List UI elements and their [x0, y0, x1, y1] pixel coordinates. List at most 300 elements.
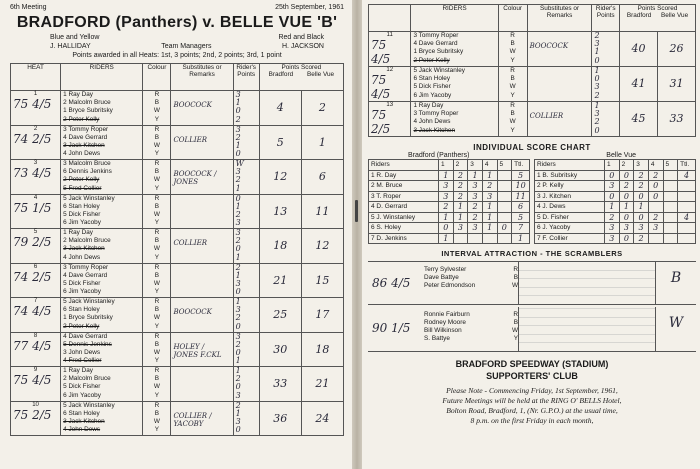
chart-col: 2: [619, 160, 634, 171]
rider-colour: Y: [154, 184, 160, 192]
rider-colour: Y: [154, 288, 160, 296]
rider-colour: W: [153, 383, 160, 391]
chart-score: [482, 233, 497, 244]
bellevue-score-cell: [301, 125, 343, 160]
rider-colour: B: [154, 340, 160, 348]
heat-time: 79 2/5: [13, 235, 52, 249]
bradford-score-cell: [620, 102, 658, 137]
rider-name: 1 Ray Day: [63, 367, 93, 374]
chart-score: 0: [619, 170, 634, 181]
remark: [530, 67, 590, 77]
bradford-score: 41: [631, 77, 646, 90]
table-header-right: [369, 5, 696, 32]
bellevue-score-cell: [301, 401, 343, 436]
chart-riders-label: Riders: [369, 160, 439, 171]
bellevue-score-cell: [301, 160, 343, 195]
team-colours: [10, 34, 344, 41]
chart-score: [468, 233, 483, 244]
bradford-score-cell: [259, 125, 301, 160]
rider-colour: B: [510, 110, 515, 118]
heat-row: [369, 67, 696, 102]
heat-row: [11, 332, 344, 367]
chart-total: [678, 191, 696, 202]
heat-row: [11, 125, 344, 160]
rider-points-cell: [233, 263, 259, 298]
rider-points-cell: [233, 401, 259, 436]
scramble-rider: Terry Sylvester R: [424, 266, 518, 273]
heat-row: [369, 102, 696, 137]
riders-cell: [61, 263, 143, 298]
away-team-name: Belle Vue: [606, 152, 636, 159]
chart-total: 6: [512, 202, 530, 213]
chart-total: 1: [512, 233, 530, 244]
home-colours: Blue and Yellow: [50, 34, 100, 41]
heat-time: 75 4/5: [371, 73, 391, 101]
heat-time: 74 2/5: [13, 269, 52, 284]
chart-col: Ttl.: [678, 160, 696, 171]
chart-score: [663, 191, 678, 202]
chart-rider: 7 F. Collier: [535, 233, 605, 244]
chart-total: [678, 233, 696, 244]
chart-score: 1: [453, 202, 468, 213]
heat-number: 9: [33, 367, 38, 373]
rider-points: 2 3 1 0: [594, 31, 600, 65]
rider-colour: W: [509, 48, 516, 56]
rider-colour: R: [154, 367, 160, 374]
heats-table-right: [368, 4, 696, 137]
heat-cell: [369, 32, 411, 67]
rider-points-cell: [233, 91, 259, 126]
chart-score: 3: [619, 223, 634, 234]
scramble-winner: B: [670, 270, 682, 286]
score-chart-teams: [368, 152, 696, 159]
heat-row: [11, 160, 344, 195]
heat-row: [11, 263, 344, 298]
managers-label: Team Managers: [161, 43, 212, 50]
chart-score: 0: [605, 191, 620, 202]
rider-points-cell: [592, 32, 620, 67]
chart-total: 5: [512, 212, 530, 223]
col-colour-r: Colour: [498, 5, 527, 32]
chart-score: 0: [619, 191, 634, 202]
remark: COLLIER: [173, 239, 207, 247]
chart-rider: 2 M. Bruce: [369, 181, 439, 192]
chart-score: 1: [482, 170, 497, 181]
chart-total: 7: [512, 223, 530, 234]
scramble-time: 90 1/5: [372, 321, 411, 335]
colour-cell: [498, 67, 527, 102]
chart-row: [369, 181, 530, 192]
col-riders-r: RIDERS: [411, 5, 498, 32]
rider-name: 4 John Dews: [63, 426, 101, 434]
rider-colour: R: [154, 263, 160, 271]
chart-rider: 6 J. Yacoby: [535, 223, 605, 234]
rider-points-cell: [592, 67, 620, 102]
col-rider-points-r: Rider's Points: [592, 5, 620, 32]
chart-score: [648, 233, 663, 244]
chart-score: 3: [634, 223, 649, 234]
rider-colour: B: [154, 409, 160, 417]
remarks-cell: [171, 367, 233, 402]
rider-colour: W: [153, 210, 160, 218]
bellevue-score-cell: [658, 67, 696, 102]
chart-score: [453, 233, 468, 244]
heat-number: 13: [386, 102, 394, 108]
chart-score: [663, 223, 678, 234]
meeting-date: 25th September, 1961: [275, 4, 344, 11]
rider-name: 5 Dick Fisher: [413, 83, 451, 91]
col-heat: HEAT: [11, 64, 61, 91]
chart-score: [663, 202, 678, 213]
riders-cell: [61, 367, 143, 402]
heat-time: 75 4/5: [371, 38, 391, 66]
bellevue-score-cell: [301, 332, 343, 367]
col-points-scored-r: Points Scored Bradford Belle Vue: [620, 5, 696, 32]
colour-cell: [498, 32, 527, 67]
scramble-remarks: [519, 262, 656, 304]
scramble-remarks: [519, 307, 656, 351]
chart-score: 1: [468, 170, 483, 181]
rider-colour: Y: [154, 357, 160, 365]
rider-points: 1 3 2 0: [235, 297, 241, 331]
bellevue-score-cell: [301, 263, 343, 298]
rider-points-cell: [592, 102, 620, 137]
chart-score: 2: [648, 212, 663, 223]
rider-name: 6 Jim Yacoby: [63, 219, 101, 227]
chart-score: 3: [439, 181, 454, 192]
notice-line: Bolton Road, Bradford, 1, (Nr. G.P.O.) at the usual time,: [446, 406, 618, 415]
col-colour: Colour: [143, 64, 171, 91]
rider-name: 6 Stan Holey: [63, 202, 100, 210]
chart-row: [535, 223, 696, 234]
away-manager: H. JACKSON: [281, 43, 324, 50]
heat-number: 12: [386, 67, 394, 73]
rider-name: 6 Jim Yacoby: [63, 391, 101, 399]
col-heat-r: [369, 5, 411, 32]
rider-colour: W: [153, 279, 160, 287]
chart-score: 2: [619, 181, 634, 192]
bradford-score-cell: [259, 160, 301, 195]
chart-riders-label: Riders: [535, 160, 605, 171]
chart-score: 2: [634, 170, 649, 181]
chart-score: 0: [634, 191, 649, 202]
score-chart-title: INDIVIDUAL SCORE CHART: [473, 143, 591, 152]
colour-cell: [498, 102, 527, 137]
rider-name: 5 Jack Winstanley: [63, 401, 115, 409]
rider-name: 1 Bryce Subritsky: [63, 107, 113, 115]
rider-name: 6 Jim Yacoby: [413, 91, 452, 99]
chart-score: 0: [497, 223, 512, 234]
riders-cell: [61, 91, 143, 126]
rider-colour: B: [154, 99, 160, 107]
rider-name: 4 Dave Gerrard: [63, 133, 108, 141]
rider-colour: B: [510, 40, 515, 48]
riders-cell: [61, 160, 143, 195]
heat-time: 75 2/5: [371, 108, 391, 136]
chart-header: [535, 160, 696, 171]
rider-colour: W: [153, 107, 160, 115]
bradford-score-cell: [259, 91, 301, 126]
remarks-cell: [527, 67, 592, 102]
chart-col: 5: [663, 160, 678, 171]
chart-score: 2: [453, 191, 468, 202]
rider-name: 3 Jack Kitchen: [413, 126, 456, 134]
remarks-cell: [171, 160, 233, 195]
chart-score: 3: [482, 191, 497, 202]
rider-name: 4 John Dews: [63, 253, 101, 261]
bellevue-score: 2: [318, 101, 326, 114]
club-line-2: SUPPORTERS' CLUB: [486, 371, 578, 381]
heats-table-left: [10, 63, 344, 436]
chart-total: 11: [512, 191, 530, 202]
notice-line: Future Meetings will be held at the RING O' BELLS Hotel,: [442, 396, 622, 405]
notice-line: Please Note - Commencing Friday, 1st September, 1961,: [446, 386, 618, 395]
chart-rider: 7 D. Jenkins: [369, 233, 439, 244]
bellevue-score: 21: [315, 377, 330, 390]
rider-colour: B: [154, 168, 160, 176]
rider-points-cell: [233, 367, 259, 402]
chart-total: [678, 181, 696, 192]
staple: [355, 200, 358, 222]
chart-score: 2: [648, 170, 663, 181]
rider-points: 1 2 0 3: [235, 366, 241, 400]
chart-total: [678, 223, 696, 234]
bradford-score: 5: [276, 135, 284, 149]
chart-score: 2: [453, 170, 468, 181]
rider-colour: B: [154, 375, 160, 383]
bradford-score: 21: [273, 273, 288, 287]
rider-name: 2 Peter Kelly: [63, 322, 100, 330]
chart-score: 2: [634, 233, 649, 244]
chart-rider: 1 R. Day: [369, 170, 439, 181]
rider-points: 1 0 3 2: [594, 66, 600, 100]
chart-col: 5: [497, 160, 512, 171]
col-subs-r: Substitutes or Remarks: [527, 5, 592, 32]
chart-score: [497, 170, 512, 181]
bradford-score: 25: [273, 308, 288, 321]
remarks-cell: [171, 401, 233, 436]
chart-score: 3: [605, 181, 620, 192]
remark: [173, 367, 230, 377]
bradford-score-cell: [259, 367, 301, 402]
score-chart: [368, 159, 696, 244]
heat-number: 6: [33, 263, 38, 270]
heat-row: [11, 229, 344, 264]
rider-colour: R: [154, 91, 160, 98]
chart-rider: 5 D. Fisher: [535, 212, 605, 223]
scramble-rider: Ronnie Fairburn R: [424, 311, 518, 318]
away-colours: Red and Black: [278, 34, 324, 41]
heat-cell: [11, 160, 61, 195]
team-managers: [10, 43, 344, 50]
chart-rider: 4 D. Gerrard: [369, 202, 439, 213]
rider-name: 2 Peter Kelly: [63, 176, 100, 184]
rider-colour: R: [154, 298, 160, 305]
scramble-riders: [424, 262, 519, 304]
rider-colour: W: [509, 83, 516, 91]
bradford-score: 4: [276, 101, 284, 114]
bellevue-score-cell: [301, 367, 343, 402]
rider-name: 5 Jack Winstanley: [63, 298, 115, 305]
rider-name: 1 Ray Day: [413, 102, 444, 109]
rider-colour: R: [154, 229, 160, 236]
remark: [173, 195, 230, 205]
remark: [173, 264, 230, 274]
rider-name: 2 Malcolm Bruce: [63, 99, 111, 107]
colour-cell: [143, 125, 171, 160]
rider-colour: Y: [154, 219, 160, 227]
bradford-score-cell: [259, 298, 301, 333]
bradford-score: 40: [631, 42, 646, 55]
heat-time: 77 4/5: [13, 338, 52, 353]
chart-score: 3: [453, 223, 468, 234]
scramble-riders: [424, 307, 519, 351]
remark: COLLIER: [173, 135, 207, 144]
bradford-score: 33: [273, 377, 288, 390]
chart-row: [369, 191, 530, 202]
bellevue-score-cell: [658, 32, 696, 67]
heat-cell: [11, 194, 61, 229]
rider-colour: Y: [510, 91, 515, 99]
chart-row: [535, 233, 696, 244]
rider-colour: R: [510, 67, 515, 74]
chart-row: [535, 212, 696, 223]
rider-points-cell: [233, 298, 259, 333]
rider-colour: Y: [154, 322, 160, 330]
remarks-cell: [171, 194, 233, 229]
rider-name: 4 Dave Gerrard: [63, 271, 108, 279]
colour-cell: [143, 367, 171, 402]
colour-cell: [143, 91, 171, 126]
points-rule: Points awarded in all Heats: 1st, 3 points; 2nd, 2 points; 3rd, 1 point: [72, 52, 282, 59]
chart-score: [497, 191, 512, 202]
chart-score: 1: [439, 212, 454, 223]
chart-row: [369, 223, 530, 234]
rider-name: 3 John Dews: [63, 348, 101, 356]
chart-col: 1: [439, 160, 454, 171]
chart-row: [535, 181, 696, 192]
chart-score: 2: [468, 202, 483, 213]
rider-name: 1 Ray Day: [63, 229, 93, 236]
scramble-rider: Peter Edmondson W: [424, 282, 518, 289]
colour-cell: [143, 229, 171, 264]
heat-cell: [11, 298, 61, 333]
bellevue-score: 17: [315, 308, 330, 321]
chart-score: 2: [468, 212, 483, 223]
interval-title: INTERVAL ATTRACTION - THE SCRAMBLERS: [441, 249, 623, 258]
chart-score: 2: [453, 181, 468, 192]
chart-total: [678, 202, 696, 213]
heat-time: 75 2/5: [13, 407, 52, 422]
rider-name: 3 Tommy Roper: [63, 125, 109, 133]
riders-cell: [61, 298, 143, 333]
remarks-cell: [527, 32, 592, 67]
remarks-cell: [171, 91, 233, 126]
bradford-score-cell: [259, 263, 301, 298]
notice-line: 8 p.m. on the first Friday in each month,: [470, 416, 594, 425]
club-line-1: BRADFORD SPEEDWAY (STADIUM): [455, 359, 609, 369]
rider-name: 2 Peter Kelly: [63, 115, 100, 123]
chart-score: 0: [648, 191, 663, 202]
table-header: [11, 64, 344, 91]
chart-col: 1: [605, 160, 620, 171]
chart-total: 4: [678, 212, 696, 223]
chart-row: [369, 170, 530, 181]
rider-name: 4 Dave Gerrard: [63, 332, 108, 340]
bellevue-score-cell: [301, 194, 343, 229]
chart-row: [535, 202, 696, 213]
chart-score: 0: [439, 223, 454, 234]
chart-header: [369, 160, 530, 171]
heat-row: [11, 91, 344, 126]
rider-name: 4 Fred Collier: [63, 357, 102, 365]
chart-score: [497, 181, 512, 192]
rider-points: 0 1 2 3: [235, 193, 241, 228]
home-manager: J. HALLIDAY: [50, 43, 91, 50]
chart-row: [369, 212, 530, 223]
heat-number: 4: [33, 194, 38, 201]
bellevue-score-cell: [658, 102, 696, 137]
heat-row: [11, 401, 344, 436]
rider-colour: Y: [510, 126, 515, 134]
rider-name: 3 Malcolm Bruce: [63, 160, 111, 167]
rider-points-cell: [233, 332, 259, 367]
chart-score: 0: [605, 170, 620, 181]
riders-cell: [61, 229, 143, 264]
chart-rider: 2 P. Kelly: [535, 181, 605, 192]
rider-colour: B: [154, 237, 160, 245]
bradford-score-cell: [259, 401, 301, 436]
rider-name: 2 Malcolm Bruce: [63, 237, 111, 245]
rider-colour: W: [153, 348, 160, 356]
bradford-score-cell: [259, 194, 301, 229]
bellevue-score: 15: [315, 273, 330, 287]
rider-colour: R: [154, 160, 160, 167]
heat-time: 74 4/5: [13, 304, 52, 318]
rider-points: 3 2 0 1: [235, 228, 241, 262]
bradford-score: 13: [273, 204, 288, 218]
heat-cell: [11, 332, 61, 367]
chart-rider: 3 J. Kitchen: [535, 191, 605, 202]
rider-colour: B: [154, 306, 160, 314]
rider-name: 3 Tommy Roper: [63, 263, 109, 271]
rider-colour: W: [509, 118, 516, 126]
scramble-heat-1: [368, 261, 696, 305]
rider-name: 3 Tommy Roper: [413, 32, 459, 39]
rider-name: 6 Stan Holey: [63, 306, 100, 314]
chart-score: [663, 212, 678, 223]
home-score-chart: [368, 159, 530, 244]
bradford-score-cell: [620, 67, 658, 102]
chart-score: 2: [605, 212, 620, 223]
remarks-cell: [527, 102, 592, 137]
heat-cell: [11, 91, 61, 126]
chart-score: 1: [619, 202, 634, 213]
heat-cell: [11, 263, 61, 298]
chart-score: 1: [439, 170, 454, 181]
chart-row: [535, 191, 696, 202]
heat-cell: [11, 401, 61, 436]
chart-score: 1: [482, 223, 497, 234]
chart-rider: 5 J. Winstanley: [369, 212, 439, 223]
heat-row: [11, 367, 344, 402]
remark: BOOCOCK / JONES: [173, 170, 217, 186]
rider-name: 3 Jack Kitchen: [63, 417, 105, 425]
remark: COLLIER: [529, 112, 564, 120]
rider-points: W 3 2 1: [235, 159, 244, 193]
heat-number: 11: [386, 32, 393, 38]
rider-colour: R: [154, 401, 160, 409]
